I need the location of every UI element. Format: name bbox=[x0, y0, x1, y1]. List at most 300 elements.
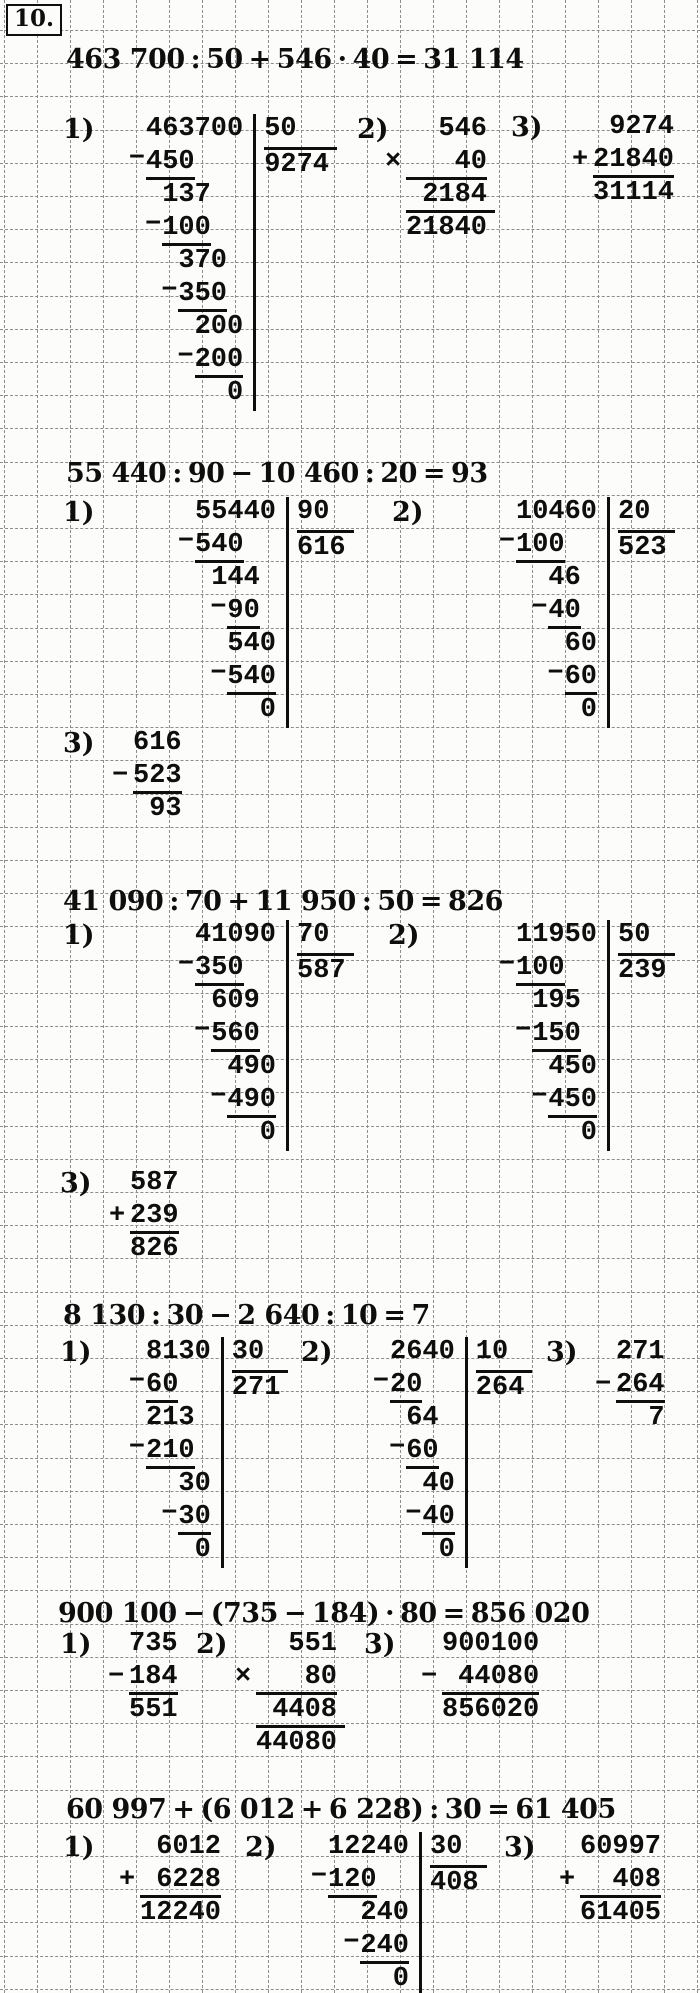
operator-sign: − bbox=[595, 1370, 612, 1400]
division-right-column bbox=[224, 1337, 289, 1406]
division-step bbox=[128, 1433, 195, 1469]
division-step-row bbox=[146, 1469, 211, 1502]
division-step-number: 46 bbox=[548, 563, 581, 593]
division-step-number: 490 bbox=[227, 1085, 276, 1118]
equation-token: 7 bbox=[411, 1300, 430, 1331]
division-step bbox=[177, 342, 244, 378]
grid-line bbox=[697, 0, 698, 1993]
division-step bbox=[227, 1052, 276, 1083]
operator-sign bbox=[559, 1898, 580, 1931]
minus-sign: − bbox=[128, 1367, 145, 1397]
division-step-number: 40 bbox=[422, 1469, 455, 1499]
division-step-number: 137 bbox=[162, 180, 211, 210]
dividend-row bbox=[146, 114, 243, 147]
equation-token: 41 090 bbox=[63, 886, 164, 917]
division-step-row bbox=[516, 629, 597, 662]
division-step bbox=[532, 986, 581, 1017]
division-step-number: 540 bbox=[227, 662, 276, 695]
divisor-row bbox=[264, 114, 337, 150]
operand-number: 7 bbox=[648, 1403, 665, 1433]
minus-sign: − bbox=[405, 1499, 422, 1529]
operator-sign bbox=[235, 1728, 256, 1761]
part-label: 2) bbox=[301, 1337, 333, 1368]
operator-sign: − bbox=[112, 761, 129, 791]
equation-token: 8 130 bbox=[63, 1300, 146, 1331]
quotient: 239 bbox=[618, 956, 667, 986]
division-step bbox=[195, 1535, 211, 1566]
division-step-number: 210 bbox=[146, 1436, 195, 1469]
division-step-row bbox=[195, 986, 276, 1019]
division-right-column bbox=[289, 497, 354, 566]
division-step bbox=[128, 1367, 179, 1403]
part-label: 1) bbox=[63, 114, 95, 145]
operator-sign bbox=[109, 1234, 130, 1267]
column-op-row bbox=[119, 1865, 221, 1898]
minus-sign: − bbox=[531, 593, 548, 623]
equation-token: : bbox=[172, 458, 182, 489]
column-op-row bbox=[109, 1234, 179, 1267]
division-step-number: 40 bbox=[422, 1502, 454, 1535]
operand-number: 6012 bbox=[156, 1832, 221, 1862]
dividend: 55440 bbox=[195, 497, 277, 527]
division-bracket bbox=[310, 1832, 487, 1993]
column-op-row bbox=[109, 1201, 179, 1234]
division-step-number: 0 bbox=[438, 1535, 455, 1565]
quotient: 408 bbox=[430, 1868, 479, 1898]
division-step bbox=[388, 1433, 439, 1469]
division-step bbox=[193, 1016, 260, 1052]
part-label: 2) bbox=[196, 1629, 228, 1660]
divisor: 20 bbox=[618, 497, 651, 527]
operand-number: 44080 bbox=[442, 1662, 539, 1695]
equation-line bbox=[63, 886, 509, 917]
equation-token: 6 228) bbox=[328, 1794, 424, 1825]
division-step bbox=[531, 1082, 597, 1118]
division-step bbox=[211, 563, 260, 594]
equation-token: 90 bbox=[187, 458, 225, 489]
part-label: 3) bbox=[63, 728, 95, 759]
division-step-row bbox=[516, 563, 597, 596]
minus-sign: − bbox=[498, 527, 515, 557]
grid-line bbox=[4, 0, 5, 1993]
divisor: 50 bbox=[618, 920, 651, 950]
division-step bbox=[210, 593, 260, 629]
equation-token: − bbox=[283, 1598, 307, 1629]
equation-token: : bbox=[151, 1300, 161, 1331]
minus-sign: − bbox=[547, 659, 564, 689]
equation-token: 61 405 bbox=[515, 1794, 616, 1825]
grid-line bbox=[0, 1192, 700, 1193]
equation-token: 30 bbox=[166, 1300, 204, 1331]
minus-sign: − bbox=[372, 1367, 389, 1397]
division-step-row bbox=[390, 1499, 455, 1535]
division-step-number: 40 bbox=[548, 596, 580, 629]
division-bracket bbox=[498, 497, 675, 728]
quotient-row bbox=[430, 1868, 487, 1901]
operator-sign bbox=[109, 1168, 130, 1201]
division-step bbox=[393, 1964, 409, 1993]
part-label: 3) bbox=[364, 1629, 396, 1660]
division-step-row bbox=[328, 1964, 409, 1993]
division-bracket bbox=[372, 1337, 532, 1568]
division-step-number: 120 bbox=[328, 1865, 377, 1898]
division-bracket bbox=[498, 920, 675, 1151]
division-step-row bbox=[144, 210, 243, 246]
column-op-row bbox=[385, 213, 495, 246]
column-op-row bbox=[108, 1662, 178, 1695]
operator-sign: + bbox=[572, 145, 589, 175]
division-step bbox=[405, 1499, 455, 1535]
equation-token: 826 bbox=[448, 886, 503, 917]
division-step-number: 213 bbox=[146, 1403, 195, 1433]
division-step-row bbox=[177, 950, 276, 986]
operand-number: 551 bbox=[129, 1695, 178, 1725]
column-op-row bbox=[235, 1629, 345, 1662]
equation-token: + bbox=[248, 44, 271, 75]
operator-sign bbox=[421, 1695, 442, 1728]
division-step-row bbox=[516, 1082, 597, 1118]
division-step-row bbox=[498, 950, 597, 986]
minus-sign: − bbox=[210, 1082, 227, 1112]
division-step bbox=[372, 1367, 423, 1403]
grid-line bbox=[0, 1756, 700, 1757]
equation-token: = bbox=[383, 1300, 406, 1331]
operand-number: 184 bbox=[129, 1662, 178, 1695]
equation-token: : bbox=[429, 1794, 439, 1825]
column-op-row bbox=[108, 1695, 178, 1728]
operand-number: 735 bbox=[129, 1629, 178, 1659]
division-step bbox=[260, 1118, 276, 1149]
division-step-row bbox=[195, 629, 276, 662]
divisor: 10 bbox=[475, 1337, 509, 1367]
grid-line bbox=[0, 1292, 700, 1293]
equation-token: 10 460 bbox=[258, 458, 359, 489]
division-step bbox=[227, 629, 276, 660]
operand-number: 4408 bbox=[256, 1695, 345, 1728]
operator-sign bbox=[119, 1832, 140, 1865]
minus-sign: − bbox=[388, 1433, 406, 1463]
equation-token: = bbox=[419, 886, 443, 917]
grid-line bbox=[0, 1225, 700, 1226]
equation-token: 20 bbox=[380, 458, 417, 489]
division-step bbox=[406, 1403, 438, 1434]
part-label: 3) bbox=[60, 1168, 92, 1199]
division-step-row bbox=[514, 1016, 597, 1052]
division-step-number: 60 bbox=[146, 1370, 178, 1403]
division-step bbox=[439, 1535, 455, 1566]
operand-number: 44080 bbox=[256, 1728, 338, 1758]
grid-line bbox=[70, 0, 71, 1993]
equation-token: 31 114 bbox=[423, 44, 524, 75]
divisor: 70 bbox=[297, 920, 330, 950]
grid-line bbox=[0, 495, 700, 496]
column-operation-block bbox=[595, 1337, 665, 1436]
column-op-row bbox=[235, 1728, 345, 1761]
division-step-row bbox=[177, 527, 276, 563]
minus-sign: − bbox=[177, 342, 194, 372]
operator-sign bbox=[595, 1337, 616, 1370]
equation-token: : bbox=[325, 1300, 335, 1331]
equation-token: 70 bbox=[184, 886, 222, 917]
grid-line bbox=[400, 0, 401, 1993]
grid-line bbox=[0, 329, 700, 330]
minus-sign: − bbox=[161, 276, 178, 306]
division-bracket bbox=[128, 114, 337, 411]
column-operation-block bbox=[421, 1629, 539, 1728]
part-label: 3) bbox=[504, 1832, 536, 1863]
long-division-block bbox=[498, 497, 675, 728]
operator-sign: + bbox=[119, 1865, 136, 1895]
equation-line bbox=[66, 1794, 622, 1825]
equation-token: 30 bbox=[444, 1794, 482, 1825]
division-step-number: 0 bbox=[392, 1964, 409, 1993]
operand-number: 6228 bbox=[140, 1865, 221, 1898]
minus-sign: − bbox=[210, 659, 227, 689]
part-label: 2) bbox=[357, 114, 389, 145]
operator-sign bbox=[119, 1898, 140, 1931]
division-step-number: 0 bbox=[194, 1535, 211, 1565]
division-step-row bbox=[516, 659, 597, 695]
equation-token: 463 700 bbox=[66, 44, 185, 75]
grid-line bbox=[0, 428, 700, 429]
grid-line bbox=[0, 1491, 700, 1492]
column-operation-block bbox=[108, 1629, 178, 1728]
division-step-number: 30 bbox=[178, 1469, 211, 1499]
quotient-row bbox=[297, 533, 354, 566]
division-step-number: 0 bbox=[227, 378, 244, 408]
division-step-number: 64 bbox=[406, 1403, 439, 1433]
division-step-row bbox=[516, 593, 597, 629]
column-op-row bbox=[108, 1629, 178, 1662]
division-bracket bbox=[177, 920, 354, 1151]
grid-line bbox=[103, 0, 104, 1993]
division-step-number: 540 bbox=[227, 629, 276, 659]
part-label: 1) bbox=[60, 1629, 92, 1660]
division-step-number: 100 bbox=[162, 213, 211, 246]
division-step-number: 370 bbox=[178, 246, 227, 276]
equation-token: 93 bbox=[451, 458, 488, 489]
operand-number: 40 bbox=[406, 147, 487, 180]
division-step-row bbox=[128, 1367, 211, 1403]
division-bracket bbox=[177, 497, 354, 728]
equation-token: 50 bbox=[377, 886, 414, 917]
divisor: 90 bbox=[297, 497, 330, 527]
grid-line bbox=[0, 362, 700, 363]
division-step bbox=[565, 629, 597, 660]
equation-token: = bbox=[487, 1794, 510, 1825]
grid-line bbox=[0, 96, 700, 97]
division-step-row bbox=[195, 1082, 276, 1118]
division-step bbox=[498, 527, 565, 563]
equation-token: + bbox=[300, 1794, 323, 1825]
minus-sign: − bbox=[128, 144, 145, 174]
division-step-row bbox=[128, 144, 243, 180]
column-op-row bbox=[385, 114, 495, 147]
column-op-row bbox=[559, 1865, 661, 1898]
division-step bbox=[260, 695, 276, 726]
minus-sign: − bbox=[128, 1433, 145, 1463]
operator-sign: − bbox=[421, 1662, 438, 1692]
long-division-block bbox=[177, 497, 354, 728]
operator-sign bbox=[572, 178, 593, 211]
operator-sign bbox=[421, 1629, 442, 1662]
equation-token: (735 bbox=[210, 1598, 278, 1629]
column-operation-block bbox=[385, 114, 495, 246]
equation-token: 10 bbox=[340, 1300, 378, 1331]
dividend-row bbox=[195, 920, 276, 953]
minus-sign: − bbox=[177, 950, 194, 980]
column-operation-block bbox=[235, 1629, 345, 1761]
long-division-block bbox=[128, 1337, 288, 1568]
minus-sign: − bbox=[343, 1928, 360, 1958]
division-step-number: 609 bbox=[211, 986, 260, 1016]
division-step-number: 60 bbox=[564, 629, 597, 659]
division-step-row bbox=[128, 1433, 211, 1469]
division-step-row bbox=[195, 659, 276, 695]
operand-number: 61405 bbox=[580, 1898, 662, 1928]
operator-sign bbox=[385, 213, 406, 246]
column-op-row bbox=[109, 1168, 179, 1201]
quotient-row bbox=[618, 533, 675, 566]
equation-token: 900 100 bbox=[58, 1598, 177, 1629]
division-step bbox=[195, 312, 244, 343]
operator-sign bbox=[235, 1629, 256, 1662]
equation-token: 60 997 bbox=[66, 1794, 167, 1825]
quotient-row bbox=[476, 1373, 533, 1406]
operator-sign bbox=[112, 794, 133, 827]
operand-number: 264 bbox=[616, 1370, 665, 1403]
division-bracket bbox=[128, 1337, 288, 1568]
part-label: 1) bbox=[63, 1832, 95, 1863]
division-step-number: 150 bbox=[532, 1019, 581, 1052]
division-step-number: 100 bbox=[516, 953, 565, 986]
division-step-number: 490 bbox=[227, 1052, 276, 1082]
dividend: 10460 bbox=[516, 497, 598, 527]
column-operation-block bbox=[559, 1832, 661, 1931]
grid-line bbox=[0, 1159, 700, 1160]
operand-number: 587 bbox=[130, 1168, 179, 1198]
quotient-row bbox=[618, 956, 675, 989]
column-op-row bbox=[572, 145, 674, 178]
minus-sign: − bbox=[193, 1016, 211, 1046]
divisor-row bbox=[232, 1337, 289, 1373]
division-step-row bbox=[372, 1367, 455, 1403]
quotient: 9274 bbox=[264, 150, 329, 180]
division-step-number: 30 bbox=[178, 1502, 210, 1535]
operand-number: 856020 bbox=[442, 1695, 540, 1725]
operand-number: 271 bbox=[616, 1337, 665, 1367]
division-step-row bbox=[146, 276, 243, 312]
operator-sign: + bbox=[109, 1201, 126, 1231]
grid-line bbox=[0, 296, 700, 297]
equation-token: = bbox=[395, 44, 418, 75]
grid-line bbox=[0, 1690, 700, 1691]
division-step-row bbox=[388, 1433, 455, 1469]
division-step-number: 450 bbox=[146, 147, 195, 180]
divisor: 30 bbox=[231, 1337, 265, 1367]
division-step-row bbox=[146, 246, 243, 279]
grid-line bbox=[0, 827, 700, 828]
division-left-column bbox=[177, 920, 289, 1151]
quotient-row bbox=[264, 150, 337, 183]
division-step-row bbox=[193, 1016, 276, 1052]
part-label: 1) bbox=[63, 920, 95, 951]
equation-token: · bbox=[337, 44, 347, 75]
grid-line bbox=[0, 1458, 700, 1459]
operand-number: 551 bbox=[288, 1629, 337, 1659]
division-step bbox=[128, 144, 195, 180]
quotient: 264 bbox=[475, 1373, 525, 1403]
equation-token: + bbox=[172, 1794, 195, 1825]
minus-sign: − bbox=[144, 210, 162, 240]
division-step bbox=[547, 659, 597, 695]
division-right-column bbox=[422, 1832, 487, 1901]
divisor-row bbox=[297, 920, 354, 956]
long-division-block bbox=[498, 920, 675, 1151]
operator-sign bbox=[112, 728, 133, 761]
division-step-row bbox=[328, 1928, 409, 1964]
division-step bbox=[531, 593, 581, 629]
part-label: 2) bbox=[245, 1832, 277, 1863]
column-op-row bbox=[385, 147, 495, 180]
column-op-row bbox=[595, 1337, 665, 1370]
grid-line bbox=[0, 1557, 700, 1558]
operator-sign: × bbox=[385, 147, 402, 177]
quotient: 616 bbox=[297, 533, 346, 563]
minus-sign: − bbox=[514, 1016, 532, 1046]
division-left-column bbox=[372, 1337, 468, 1568]
equation-token: : bbox=[364, 458, 375, 489]
part-label: 1) bbox=[63, 497, 95, 528]
operand-number: 9274 bbox=[609, 112, 674, 142]
grid-line bbox=[0, 262, 700, 263]
division-step bbox=[210, 659, 276, 695]
division-step-number: 350 bbox=[178, 279, 227, 312]
column-op-row bbox=[572, 178, 674, 211]
equation-token: = bbox=[442, 1598, 465, 1629]
long-division-block bbox=[372, 1337, 532, 1568]
column-op-row bbox=[421, 1695, 539, 1728]
division-step bbox=[161, 1499, 211, 1535]
division-step-row bbox=[390, 1535, 455, 1568]
division-step-number: 450 bbox=[548, 1052, 597, 1082]
division-step-number: 350 bbox=[195, 953, 244, 986]
equation-token: 80 bbox=[400, 1598, 437, 1629]
division-step-number: 0 bbox=[580, 695, 597, 725]
division-step bbox=[360, 1898, 409, 1929]
division-step-number: 20 bbox=[390, 1370, 422, 1403]
quotient: 587 bbox=[297, 956, 346, 986]
grid-line bbox=[0, 1723, 700, 1724]
divisor: 30 bbox=[430, 1832, 463, 1862]
division-step-row bbox=[146, 312, 243, 345]
column-op-row bbox=[112, 728, 182, 761]
division-right-column bbox=[289, 920, 354, 989]
equation-token: 546 bbox=[276, 44, 332, 75]
dividend: 463700 bbox=[146, 114, 244, 144]
equation-token: 184) bbox=[312, 1598, 380, 1629]
operator-sign: + bbox=[559, 1865, 576, 1895]
minus-sign: − bbox=[210, 593, 227, 623]
division-step bbox=[548, 563, 580, 594]
dividend-row bbox=[328, 1832, 409, 1865]
equation-line bbox=[58, 1598, 595, 1629]
division-step-row bbox=[516, 1052, 597, 1085]
part-label: 3) bbox=[511, 112, 543, 143]
division-step-row bbox=[146, 1403, 211, 1436]
division-step bbox=[514, 1016, 581, 1052]
dividend: 41090 bbox=[195, 920, 277, 950]
